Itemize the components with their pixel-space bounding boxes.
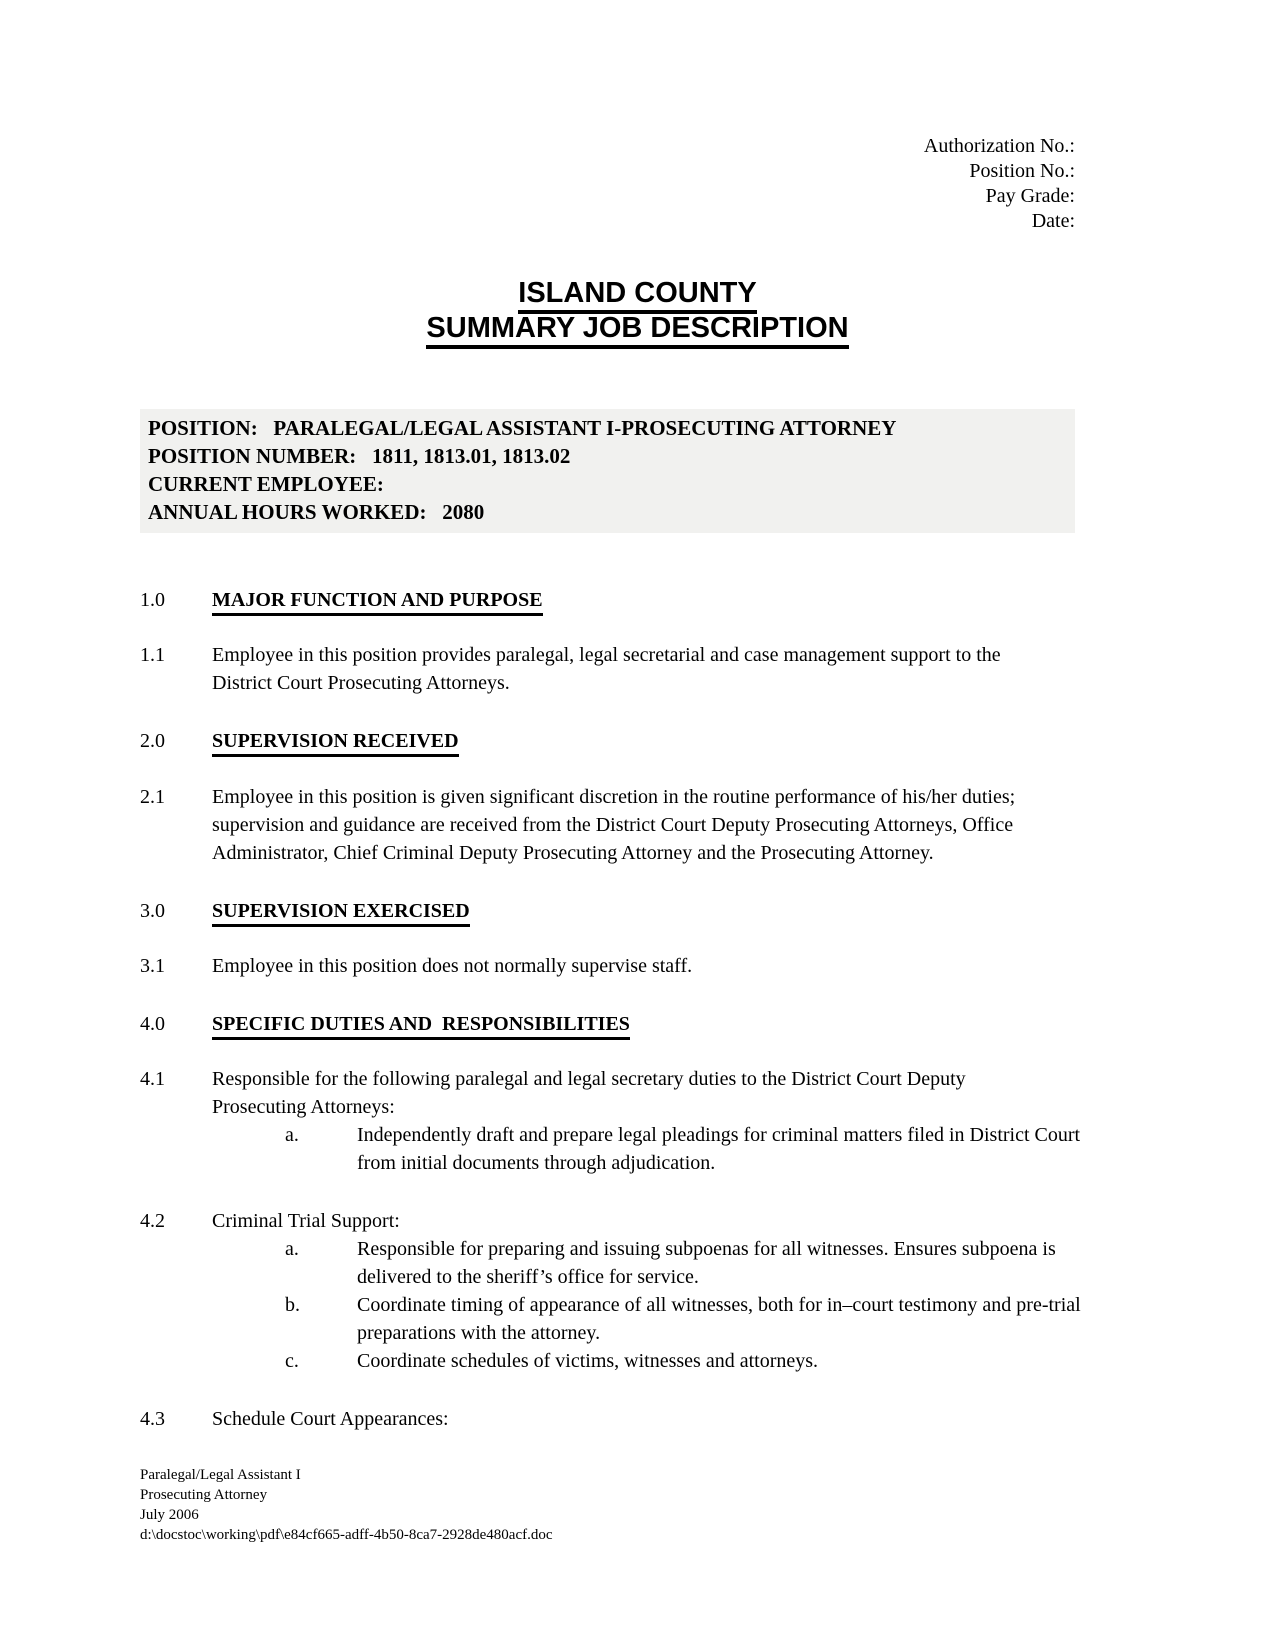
section-paragraph-4-1 — [140, 1065, 1086, 1177]
section-paragraph-3-1 — [140, 952, 1075, 980]
section-heading-text: MAJOR FUNCTION AND PURPOSE — [212, 586, 543, 614]
section-paragraph-text: Employee in this position is given significant discretion in the routine performance of his/her duties; supervision and guidance are received from the District Court Deputy Prosecuting Attorneys, Office Administrator, Chief Criminal Deputy Prosecuting Attorney and the Prosecuting Attorney. — [212, 786, 1021, 864]
section-number: 4.2 — [140, 1210, 165, 1232]
position-summary-block — [140, 409, 1075, 533]
section-heading-3-0 — [140, 897, 1075, 925]
section-heading-text: SUPERVISION EXERCISED — [212, 897, 470, 925]
title-line-summary: SUMMARY JOB DESCRIPTION — [170, 311, 1105, 346]
section-paragraph-text: Responsible for the following paralegal and legal secretary duties to the District Court Deputy Prosecuting Attorneys: — [212, 1068, 971, 1118]
subitem-text: Independently draft and prepare legal pleadings for criminal matters filed in District Court from initial documents through adjudication. — [357, 1124, 1086, 1174]
footer-position-title: Paralegal/Legal Assistant I — [140, 1467, 301, 1483]
section-heading-4-0 — [140, 1010, 1075, 1038]
subitem-a — [212, 1235, 1102, 1291]
subitem-text: Coordinate timing of appearance of all witnesses, both for in–court testimony and pre-trial preparations with the attorney. — [357, 1294, 1086, 1344]
current-employee-line: CURRENT EMPLOYEE: — [148, 472, 384, 496]
section-number: 2.0 — [140, 730, 165, 752]
section-paragraph-text: Schedule Court Appearances: — [212, 1408, 449, 1430]
section-paragraph-text: Employee in this position provides paralegal, legal secretarial and case management support to the District Court Prosecuting Attorneys. — [212, 644, 1006, 694]
section-number: 3.1 — [140, 955, 165, 977]
subitem-text: Responsible for preparing and issuing subpoenas for all witnesses. Ensures subpoena is delivered to the sheriff’s office for service. — [357, 1238, 1061, 1288]
document-title — [170, 276, 1105, 346]
section-paragraph-4-3 — [140, 1405, 1075, 1433]
subitem-letter: a. — [285, 1238, 299, 1260]
position-number-line: POSITION NUMBER: 1811, 1813.01, 1813.02 — [148, 444, 571, 468]
section-number: 4.1 — [140, 1068, 165, 1090]
section-number: 4.0 — [140, 1013, 165, 1035]
section-number: 4.3 — [140, 1408, 165, 1430]
header-fields — [140, 134, 1075, 234]
section-number: 1.0 — [140, 589, 165, 611]
header-field-position-no: Position No.: — [969, 160, 1075, 182]
section-heading-text: SUPERVISION RECEIVED — [212, 727, 459, 755]
section-paragraph-text: Criminal Trial Support: — [212, 1210, 400, 1232]
header-field-pay-grade: Pay Grade: — [985, 185, 1075, 207]
document-footer — [140, 1465, 1075, 1545]
subitem-a — [212, 1121, 1102, 1177]
section-heading-1-0 — [140, 586, 1075, 614]
section-heading-text: SPECIFIC DUTIES AND RESPONSIBILITIES — [212, 1010, 630, 1038]
section-paragraph-text: Employee in this position does not normally supervise staff. — [212, 955, 693, 977]
header-field-date: Date: — [1031, 210, 1075, 232]
subitem-c — [212, 1347, 1102, 1375]
header-field-authorization-no: Authorization No.: — [923, 135, 1075, 157]
footer-department: Prosecuting Attorney — [140, 1487, 268, 1503]
subitem-letter: a. — [285, 1124, 299, 1146]
section-paragraph-2-1 — [140, 783, 1075, 867]
section-number: 2.1 — [140, 786, 165, 808]
section-paragraph-1-1 — [140, 641, 1075, 697]
subitem-b — [212, 1291, 1102, 1347]
subitem-text: Coordinate schedules of victims, witnesses and attorneys. — [357, 1350, 819, 1372]
subitem-letter: c. — [285, 1350, 299, 1372]
annual-hours-line: ANNUAL HOURS WORKED: 2080 — [148, 500, 485, 524]
document-content — [140, 0, 1086, 1545]
footer-date: July 2006 — [140, 1507, 199, 1523]
subitem-letter: b. — [285, 1294, 300, 1316]
section-paragraph-4-2 — [140, 1207, 1086, 1375]
section-number: 3.0 — [140, 900, 165, 922]
footer-file-path: d:\docstoc\working\pdf\e84cf665-adff-4b50-8ca7-2928de480acf.doc — [140, 1527, 553, 1543]
section-number: 1.1 — [140, 644, 165, 666]
section-paragraph-block — [212, 1207, 1086, 1375]
section-paragraph-block — [212, 1065, 1086, 1177]
position-line: POSITION: PARALEGAL/LEGAL ASSISTANT I-PROSECUTING ATTORNEY — [148, 416, 897, 440]
section-heading-2-0 — [140, 727, 1075, 755]
title-line-county: ISLAND COUNTY — [170, 276, 1105, 311]
